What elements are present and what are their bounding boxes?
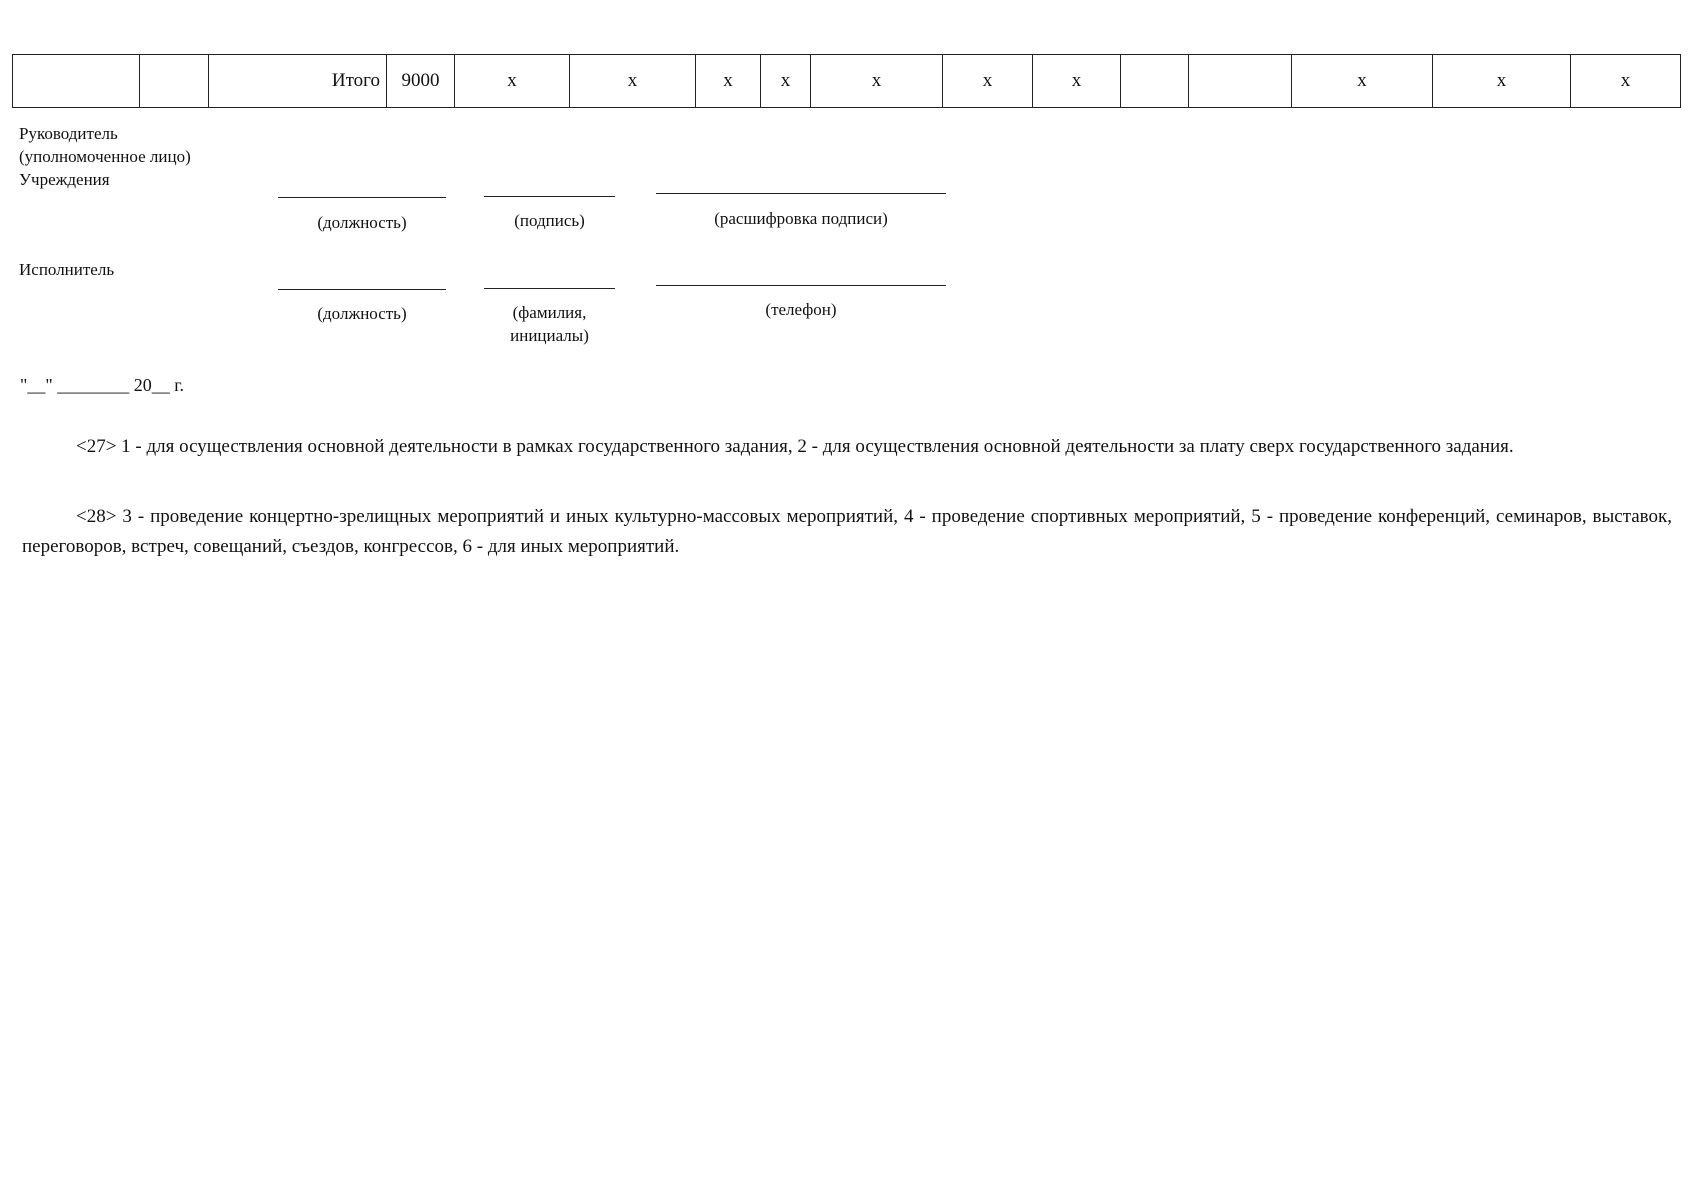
total-row-table (12, 54, 1681, 108)
table-cell: x (1433, 55, 1571, 108)
table-cell: x (696, 55, 761, 108)
executor-position-line (278, 289, 446, 290)
executor-name-caption-line1: (фамилия, (512, 303, 587, 322)
table-cell: x (570, 55, 696, 108)
date-line: "__" ________ 20__ г. (20, 375, 185, 395)
executor-title: Исполнитель (19, 260, 115, 279)
head-position-caption: (должность) (317, 213, 407, 232)
executor-name-caption-line2: инициалы) (510, 326, 589, 345)
head-title-line2: (уполномоченное лицо) (19, 147, 191, 166)
table-cell: x (811, 55, 943, 108)
head-title-line3: Учреждения (19, 170, 110, 189)
executor-phone-line (656, 285, 946, 286)
head-title-line1: Руководитель (19, 124, 118, 143)
empty-cell (13, 55, 140, 108)
table-cell: x (1571, 55, 1681, 108)
head-decoding-line (656, 193, 946, 194)
table-cell (1189, 55, 1292, 108)
table-cell: x (943, 55, 1033, 108)
head-signature-line (484, 196, 615, 197)
table-cell: x (761, 55, 811, 108)
head-signature-caption: (подпись) (514, 211, 585, 230)
total-label-cell: Итого (209, 55, 387, 108)
empty-cell (140, 55, 209, 108)
table-row (13, 55, 1681, 108)
total-code-cell: 9000 (387, 55, 455, 108)
executor-position-caption: (должность) (317, 304, 407, 323)
head-decoding-caption: (расшифровка подписи) (714, 209, 888, 228)
table-cell: x (455, 55, 570, 108)
executor-name-line (484, 288, 615, 289)
table-cell: x (1292, 55, 1433, 108)
table-cell: x (1033, 55, 1121, 108)
executor-phone-caption: (телефон) (765, 300, 837, 319)
table-cell (1121, 55, 1189, 108)
footnote-28: <28> 3 - проведение концертно-зрелищных мероприятий и иных культурно-массовых мероприятий, 4 - проведение спортивных мероприятий, 5 - проведение конференций, семинаров, выставок, переговоров, встреч, совещаний, съездов, конгрессов, 6 - для иных мероприятий. (22, 506, 1672, 557)
head-position-line (278, 197, 446, 198)
footnote-27: <27> 1 - для осуществления основной деятельности в рамках государственного задания, 2 - для осуществления основной деятельности за плату сверх государственного задания. (76, 436, 1514, 457)
